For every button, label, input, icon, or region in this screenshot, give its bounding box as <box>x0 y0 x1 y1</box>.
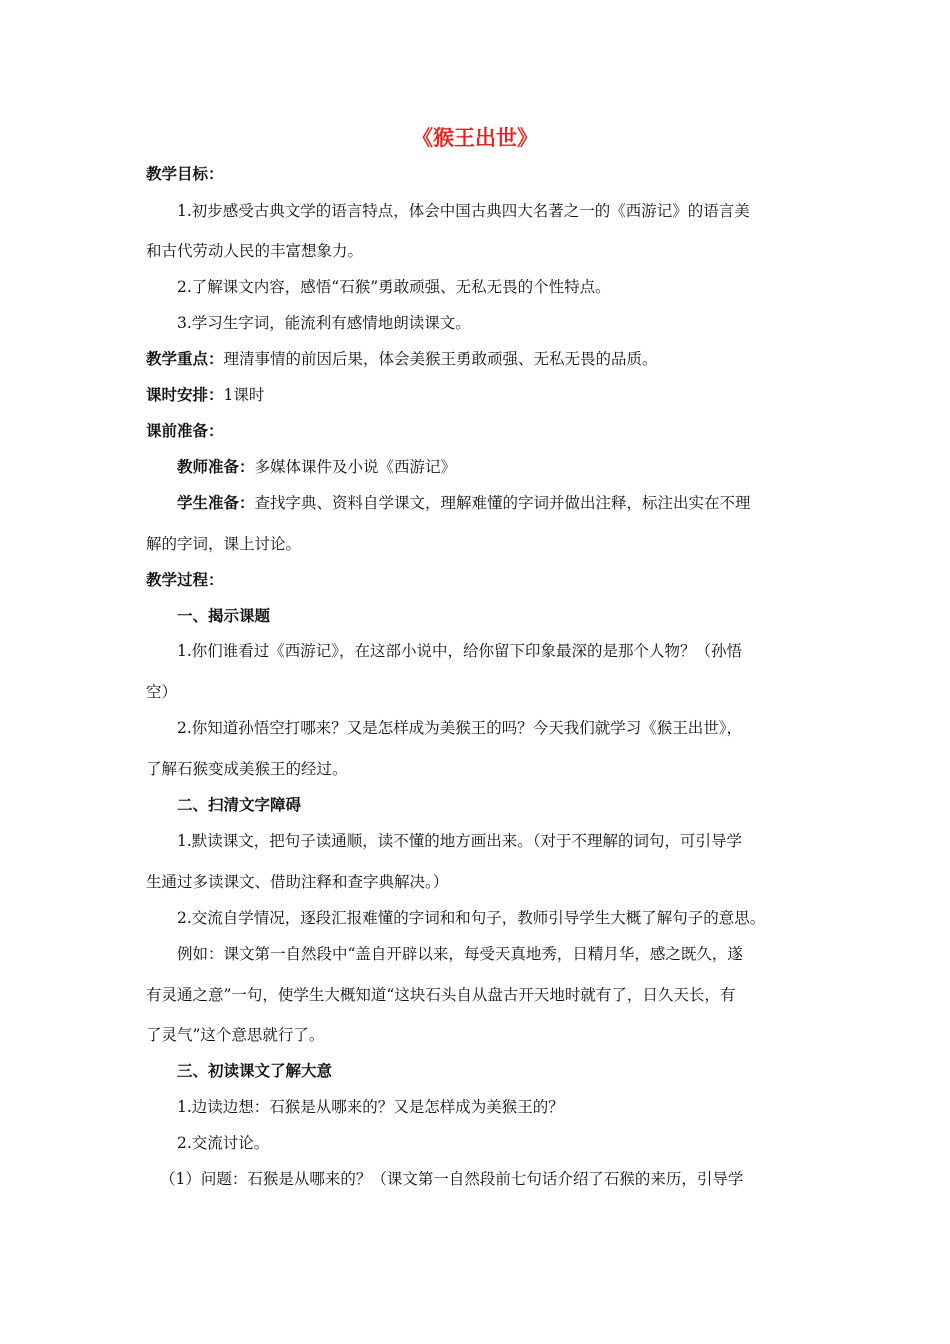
focus-label: 教学重点： <box>146 350 224 368</box>
student-prep-text-2: 解的字词，课上讨论。 <box>146 535 302 553</box>
focus-text: 理清事情的前因后果，体会美猴王勇敢顽强、无私无畏的品质。 <box>223 350 658 368</box>
student-prep-label: 学生准备： <box>177 494 255 512</box>
goal-item-3: 3.学习生字词，能流利有感情地朗读课文。 <box>177 314 471 332</box>
section-1-p1-line-1: 1.你们谁看过《西游记》，在这部小说中，给你留下印象最深的是那个人物？（孙悟 <box>177 642 743 660</box>
section-3-p2: 2.交流讨论。 <box>177 1134 270 1152</box>
section-2-p1-line-1: 1.默读课文，把句子读通顺，读不懂的地方画出来。（对于不理解的词句，可引导学 <box>177 832 743 850</box>
section-1-p2-line-2: 了解石猴变成美猴王的经过。 <box>146 760 348 778</box>
process-label: 教学过程： <box>146 571 224 589</box>
teacher-prep-label: 教师准备： <box>177 458 255 476</box>
section-2-p3-line-2: 有灵通之意”一句，使学生大概知道“这块石头自从盘古开天地时就有了，日久天长，有 <box>146 986 736 1004</box>
section-3-p1: 1.边读边想：石猴是从哪来的？又是怎样成为美猴王的？ <box>177 1098 564 1116</box>
student-prep-row <box>177 492 857 514</box>
section-2-heading: 二、扫清文字障碍 <box>177 796 302 814</box>
document-title: 《猴王出世》 <box>412 126 538 150</box>
section-2-p3-line-1: 例如：课文第一自然段中“盖自开辟以来，每受天真地秀，日精月华，感之既久，遂 <box>177 945 743 963</box>
section-2-p1-line-2: 生通过多读课文、借助注释和查字典解决。） <box>146 873 449 891</box>
focus-row <box>146 348 826 370</box>
schedule-text: 1课时 <box>223 386 265 404</box>
section-1-p1-line-2: 空） <box>146 683 178 701</box>
section-3-p3: （1）问题：石猴是从哪来的？（课文第一自然段前七句话介绍了石猴的来历，引导学 <box>160 1170 744 1188</box>
schedule-row <box>146 384 826 406</box>
section-1-heading: 一、揭示课题 <box>177 607 271 625</box>
goal-item-1-line-1: 1.初步感受古典文学的语言特点，体会中国古典四大名著之一的《西游记》的语言美 <box>177 202 750 220</box>
student-prep-text-1: 查找字典、资料自学课文，理解难懂的字词并做出注释，标注出实在不理 <box>254 494 751 512</box>
prep-label: 课前准备： <box>146 422 224 440</box>
section-2-p3-line-3: 了灵气”这个意思就行了。 <box>146 1026 325 1044</box>
schedule-label: 课时安排： <box>146 386 224 404</box>
section-2-p2: 2.交流自学情况，逐段汇报难懂的字词和和句子，教师引导学生大概了解句子的意思。 <box>177 909 766 927</box>
teacher-prep-row <box>177 456 857 478</box>
teacher-prep-text: 多媒体课件及小说《西游记》 <box>254 458 457 476</box>
section-3-heading: 三、初读课文了解大意 <box>177 1062 333 1080</box>
section-1-p2-line-1: 2.你知道孙悟空打哪来？又是怎样成为美猴王的吗？今天我们就学习《猴王出世》， <box>177 719 743 737</box>
goals-label: 教学目标： <box>146 165 224 183</box>
goal-item-2: 2.了解课文内容，感悟“石猴”勇敢顽强、无私无畏的个性特点。 <box>177 278 611 296</box>
goal-item-1-line-2: 和古代劳动人民的丰富想象力。 <box>146 242 364 260</box>
